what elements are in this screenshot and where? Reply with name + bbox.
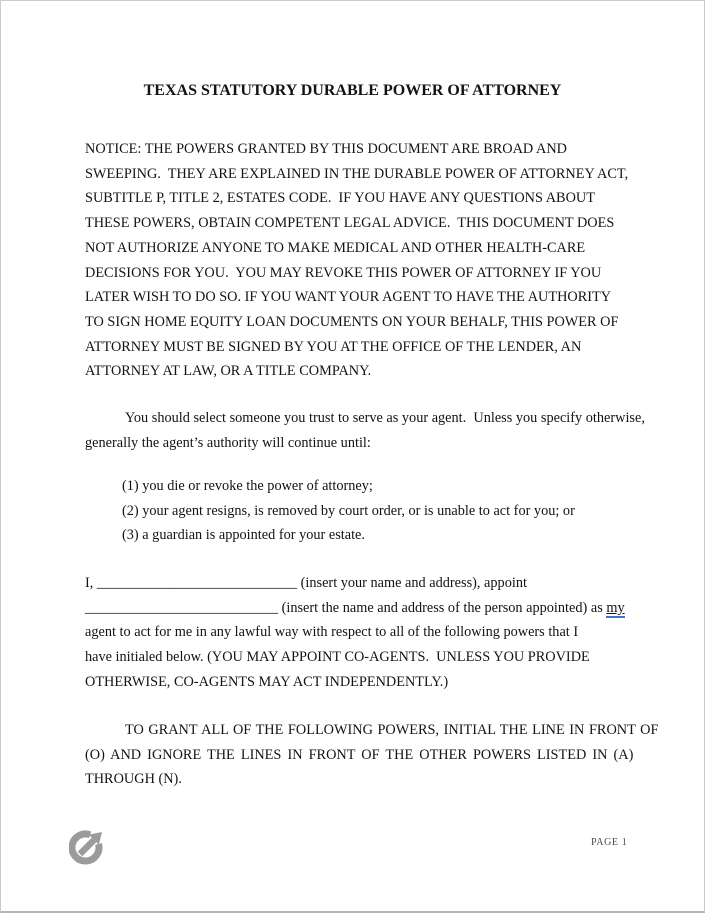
appointment-line: have initialed below. (YOU MAY APPOINT CO-AGENTS. UNLESS YOU PROVIDE <box>85 649 590 666</box>
circular-arrow-logo-icon <box>69 824 109 866</box>
list-item: (3) a guardian is appointed for your estate. <box>122 527 365 544</box>
notice-line: NOTICE: THE POWERS GRANTED BY THIS DOCUMENT ARE BROAD AND <box>85 141 568 157</box>
notice-line: DECISIONS FOR YOU. YOU MAY REVOKE THIS POWER OF ATTORNEY IF YOU <box>85 264 602 281</box>
list-item: (2) your agent resigns, is removed by court order, or is unable to act for you; or <box>122 502 575 519</box>
notice-line: LATER WISH TO DO SO. IF YOU WANT YOUR AGENT TO HAVE THE AUTHORITY <box>85 289 612 306</box>
list-item: (1) you die or revoke the power of attorney; <box>122 478 373 494</box>
notice-line: SWEEPING. THEY ARE EXPLAINED IN THE DURABLE POWER OF ATTORNEY ACT, <box>85 165 629 182</box>
appointment-paragraph <box>85 571 641 695</box>
grant-instruction-line: TO GRANT ALL OF THE FOLLOWING POWERS, INITIAL THE LINE IN FRONT OF <box>125 722 659 738</box>
page-number-label: PAGE 1 <box>591 837 628 848</box>
notice-line: SUBTITLE P, TITLE 2, ESTATES CODE. IF YOU HAVE ANY QUESTIONS ABOUT <box>85 190 595 207</box>
notice-line: NOT AUTHORIZE ANYONE TO MAKE MEDICAL AND OTHER HEALTH-CARE <box>85 239 586 256</box>
grant-instruction-paragraph <box>85 718 659 792</box>
notice-line: ATTORNEY AT LAW, OR A TITLE COMPANY. <box>85 363 372 380</box>
grant-instruction-line: (O) AND IGNORE THE LINES IN FRONT OF THE OTHER POWERS LISTED IN (A) <box>85 746 634 763</box>
grammar-underlined-word: my <box>606 599 625 616</box>
agent-selection-line: generally the agent’s authority will continue until: <box>85 434 371 451</box>
principal-name-blank-line: I, ____________________________ (insert your name and address), appoint <box>85 575 527 591</box>
agent-name-blank-text: ___________________________ (insert the name and address of the person appointed) as <box>85 599 607 616</box>
appointment-line: OTHERWISE, CO-AGENTS MAY ACT INDEPENDENTLY.) <box>85 673 449 690</box>
grant-instruction-line: THROUGH (N). <box>85 771 182 788</box>
agent-name-blank-line <box>85 596 641 621</box>
notice-line: ATTORNEY MUST BE SIGNED BY YOU AT THE OFFICE OF THE LENDER, AN <box>85 338 582 355</box>
notice-line: TO SIGN HOME EQUITY LOAN DOCUMENTS ON YOUR BEHALF, THIS POWER OF <box>85 313 619 330</box>
agent-selection-paragraph <box>85 406 645 455</box>
notice-line: THESE POWERS, OBTAIN COMPETENT LEGAL ADVICE. THIS DOCUMENT DOES <box>85 215 615 232</box>
agent-selection-line: You should select someone you trust to serve as your agent. Unless you specify otherwise, <box>125 410 645 426</box>
appointment-line: agent to act for me in any lawful way with respect to all of the following powers that I <box>85 624 579 641</box>
notice-paragraph <box>85 137 641 384</box>
termination-conditions-list <box>122 474 642 548</box>
page-title: TEXAS STATUTORY DURABLE POWER OF ATTORNEY <box>143 82 562 99</box>
